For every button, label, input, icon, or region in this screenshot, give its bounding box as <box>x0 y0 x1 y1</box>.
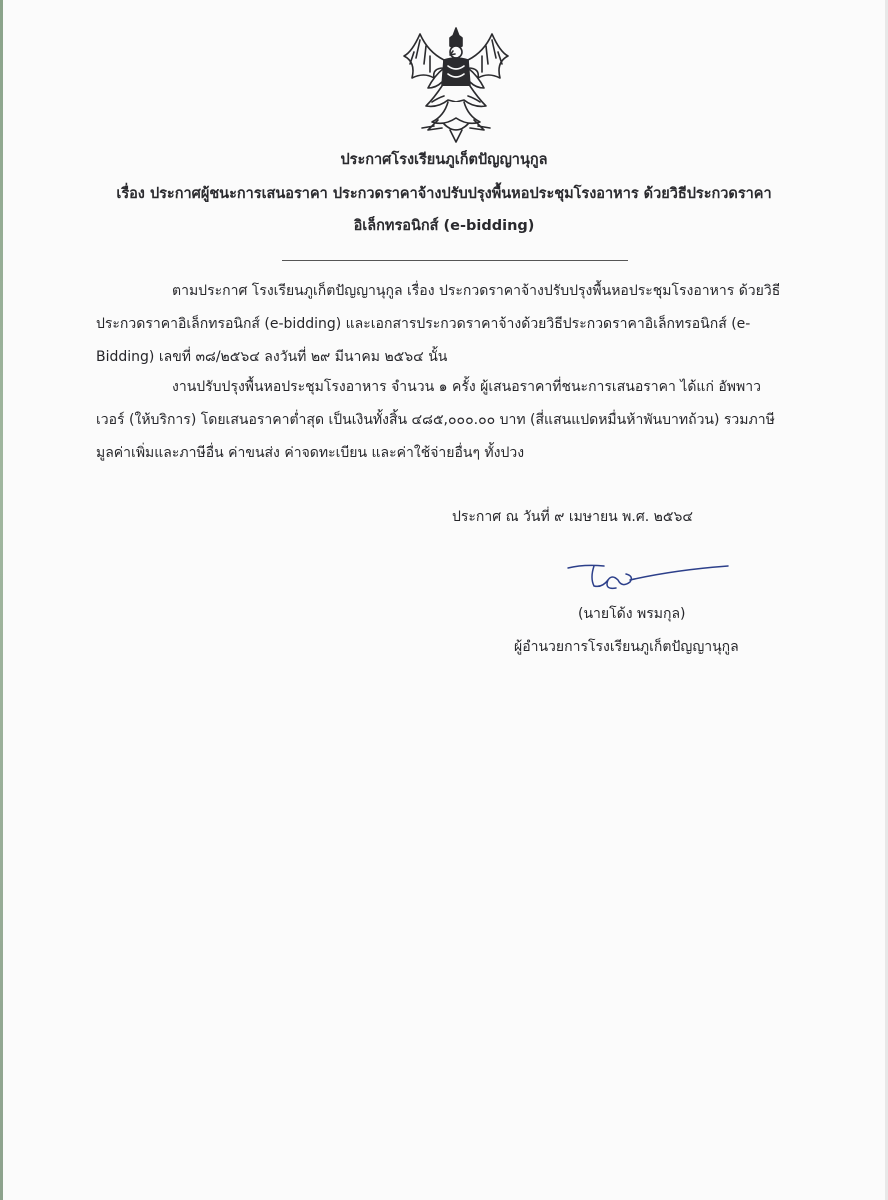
signer-name: (นายโด้ง พรมกุล) <box>578 606 686 622</box>
scan-edge-left <box>0 0 3 1200</box>
para2-line1: งานปรับปรุงพื้นหอประชุมโรงอาหาร จำนวน ๑ ครั้ง ผู้เสนอราคาที่ชนะการเสนอราคา ได้แก่ อัพพาว <box>172 379 761 395</box>
subject-line-2: อิเล็กทรอนิกส์ (e-bidding) <box>353 218 535 234</box>
subject-line-1: เรื่อง ประกาศผู้ชนะการเสนอราคา ประกวดราคาจ้างปรับปรุงพื้นหอประชุมโรงอาหาร ด้วยวิธีประกวดราคา <box>116 186 772 202</box>
para1-line1: ตามประกาศ โรงเรียนภูเก็ตปัญญานุกูล เรื่อง ประกวดราคาจ้างปรับปรุงพื้นหอประชุมโรงอาหาร ด้วยวิธี <box>172 283 781 299</box>
title-divider <box>282 260 628 261</box>
para1-line2: ประกวดราคาอิเล็กทรอนิกส์ (e-bidding) และเอกสารประกวดราคาจ้างด้วยวิธีประกวดราคาอิเล็กทรอนิกส์ (e- <box>96 316 751 332</box>
handwritten-signature <box>564 558 734 598</box>
announcement-date: ประกาศ ณ วันที่ ๙ เมษายน พ.ศ. ๒๕๖๔ <box>452 509 693 525</box>
para2-line2: เวอร์ (ให้บริการ) โดยเสนอราคาต่ำสุด เป็นเงินทั้งสิ้น ๔๘๕,๐๐๐.๐๐ บาท (สี่แสนแปดหมื่นห้าพันบาทถ้วน) รวมภาษี <box>96 412 775 428</box>
signer-position: ผู้อำนวยการโรงเรียนภูเก็ตปัญญานุกูล <box>514 639 739 655</box>
para2-line3: มูลค่าเพิ่มและภาษีอื่น ค่าขนส่ง ค่าจดทะเบียน และค่าใช้จ่ายอื่นๆ ทั้งปวง <box>96 445 525 461</box>
garuda-emblem-icon <box>398 22 514 146</box>
para1-line3: Bidding) เลขที่ ๓๘/๒๕๖๔ ลงวันที่ ๒๙ มีนาคม ๒๕๖๔ นั้น <box>96 349 448 365</box>
announcement-title: ประกาศโรงเรียนภูเก็ตปัญญานุกูล <box>340 152 548 168</box>
